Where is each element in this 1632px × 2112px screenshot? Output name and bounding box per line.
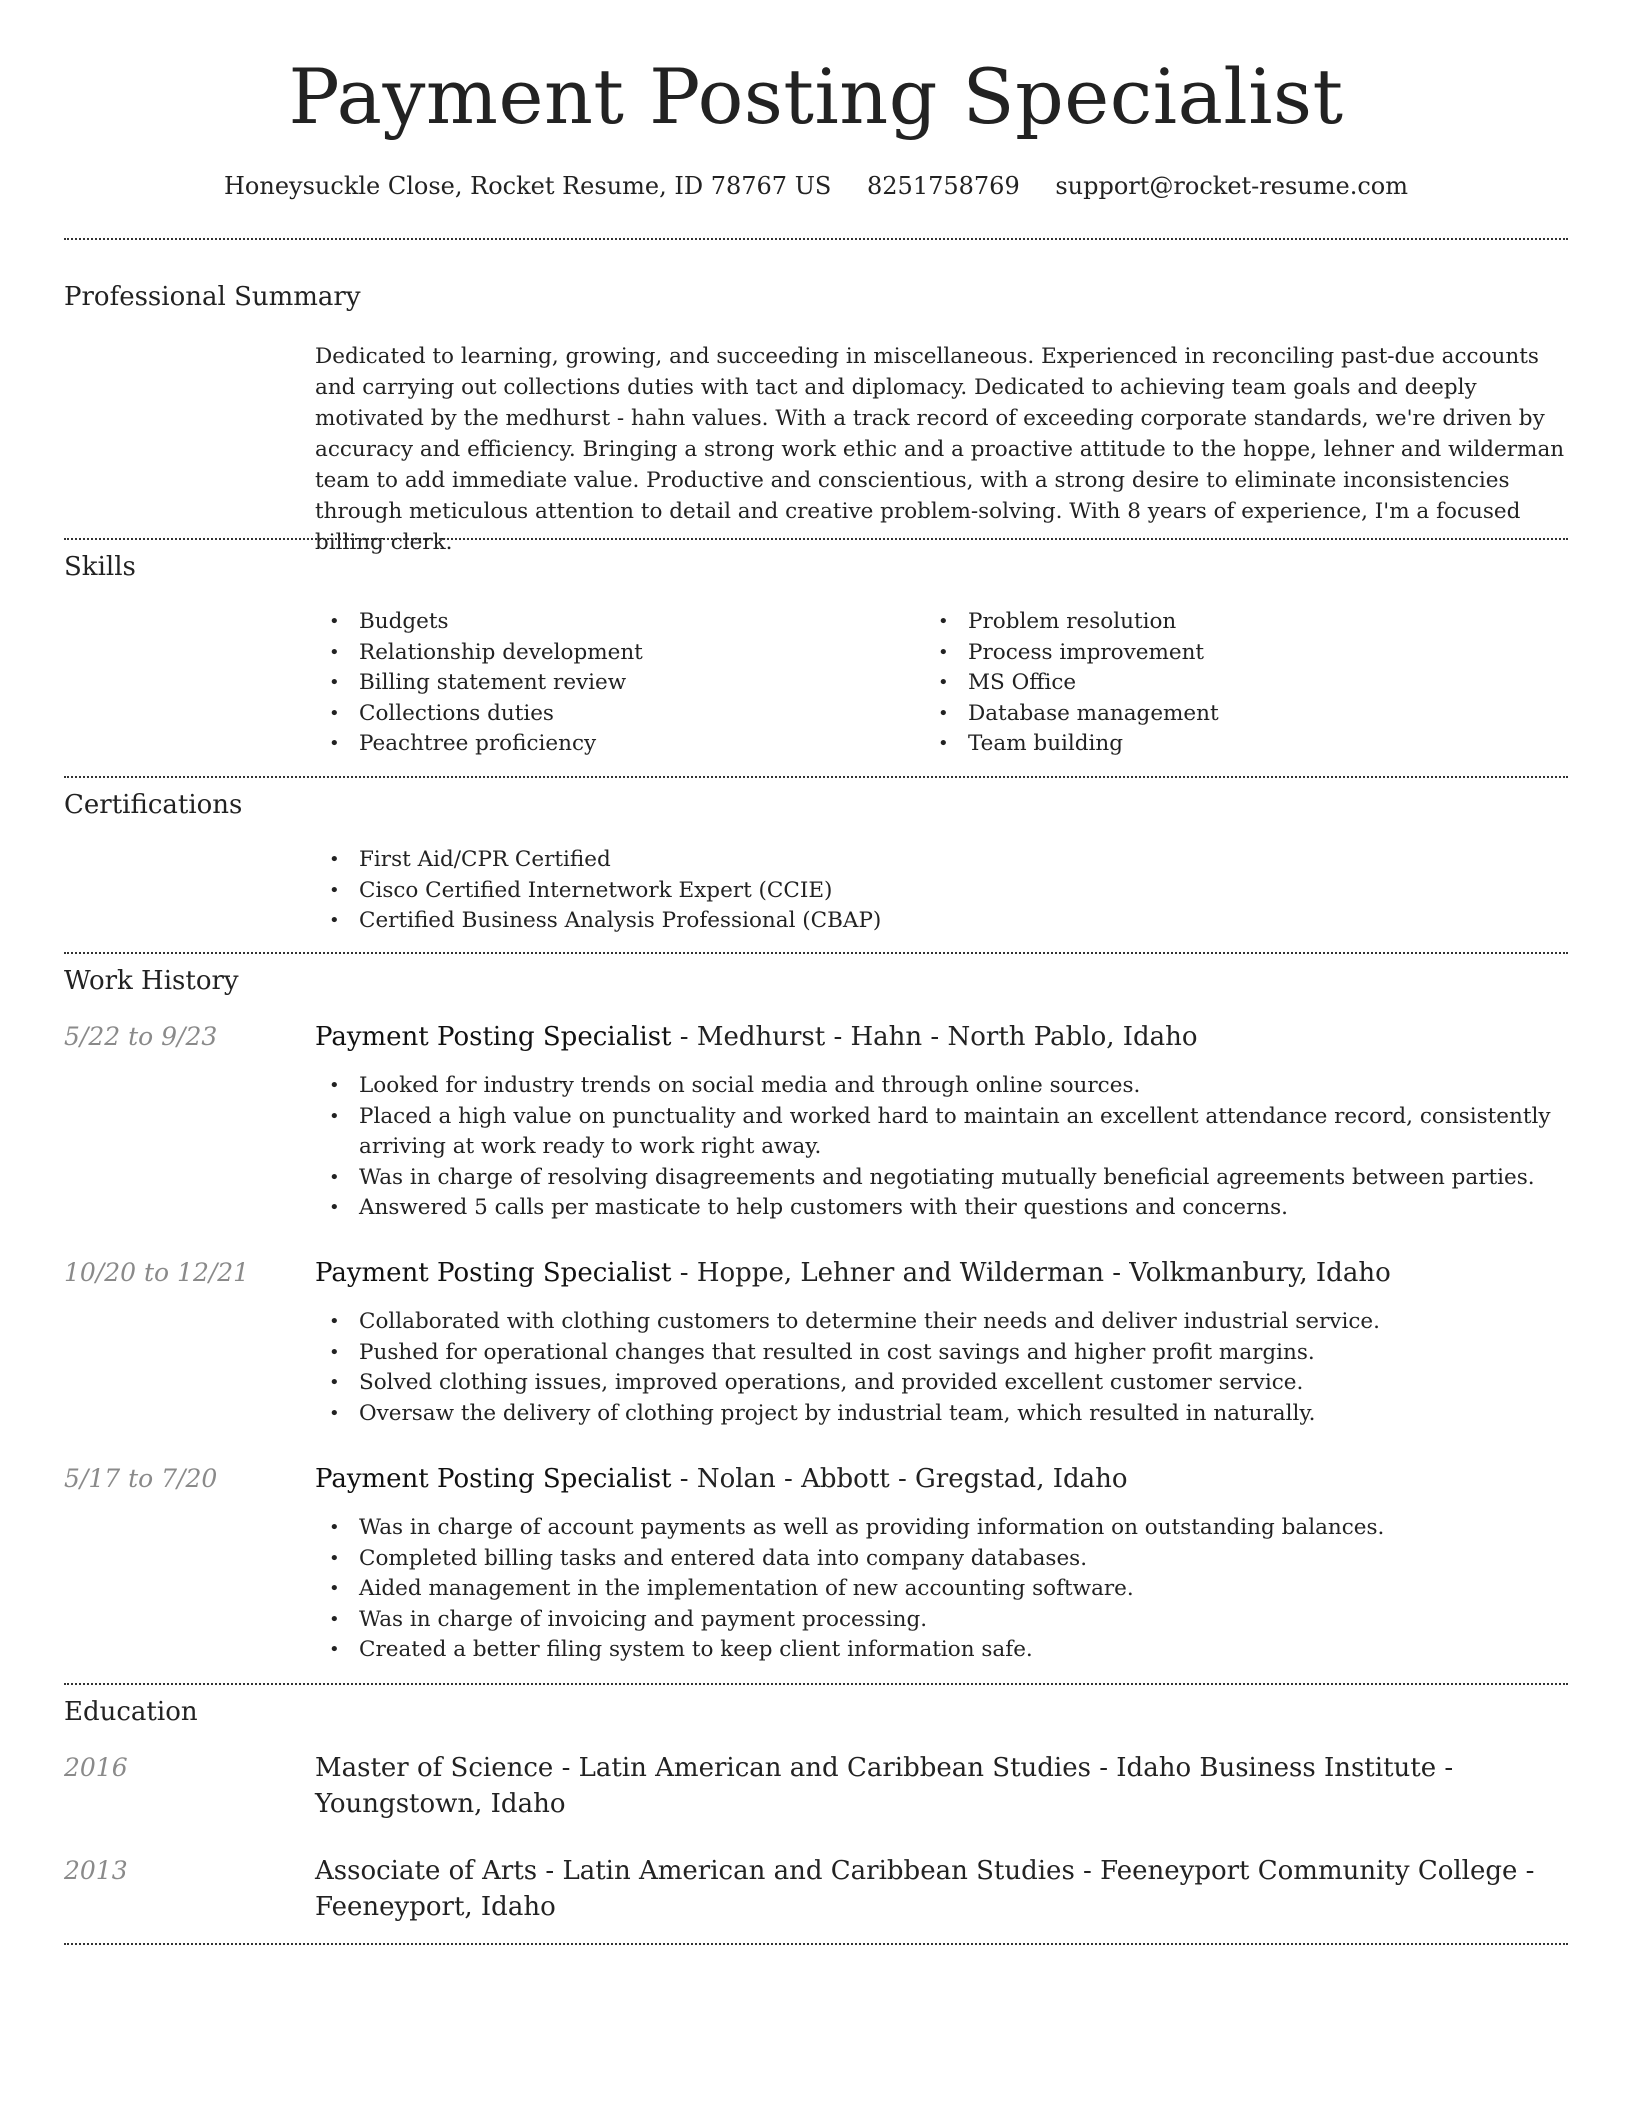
- job-role: Payment Posting Specialist: [315, 1464, 672, 1494]
- job-heading: [315, 1255, 1565, 1291]
- job-bullet: • Solved clothing issues, improved operations, and provided excellent customer service.: [315, 1368, 1565, 1399]
- job-bullets: [315, 1513, 1565, 1666]
- skill-item: • Database management: [924, 699, 1524, 730]
- job-role: Payment Posting Specialist: [315, 1258, 672, 1288]
- job-details: - Medhurst - Hahn - North Pablo, Idaho: [671, 1022, 1198, 1052]
- skill-item: • Problem resolution: [924, 607, 1524, 638]
- job-dates: 5/22 to 9/23: [64, 1022, 218, 1051]
- section-title-summary: Professional Summary: [64, 282, 361, 312]
- education-details: - Idaho Business Institute - Youngstown, Idaho: [315, 1753, 1454, 1819]
- divider: [64, 1683, 1568, 1685]
- skill-item: • Peachtree proficiency: [315, 729, 915, 760]
- certification-item: • Cisco Certified Internetwork Expert (CCIE): [315, 876, 1565, 907]
- certifications-list: [315, 845, 1565, 937]
- job-heading: [315, 1461, 1565, 1497]
- summary-text: Dedicated to learning, growing, and succeeding in miscellaneous. Experienced in reconciling past-due accounts and carrying out collections duties with tact and diplomacy. Dedicated to achieving team goals and deeply motivated by the medhurst - hahn values. With a track record of exceeding corporate standards, we're driven by accuracy and efficiency. Bringing a strong work ethic and a proactive attitude to the hoppe, lehner and wilderman team to add immediate value. Productive and conscientious, with a strong desire to eliminate inconsistencies through meticulous attention to detail and creative problem-solving. With 8 years of experience, I'm a focused billing clerk.: [315, 344, 1565, 555]
- job-details: - Nolan - Abbott - Gregstad, Idaho: [671, 1464, 1128, 1494]
- job-bullet: • Was in charge of invoicing and payment processing.: [315, 1605, 1565, 1636]
- skill-item: • Collections duties: [315, 699, 915, 730]
- job-bullet: • Aided management in the implementation of new accounting software.: [315, 1574, 1565, 1605]
- job-bullet: • Created a better filing system to keep client information safe.: [315, 1635, 1565, 1666]
- education-heading: [315, 1750, 1565, 1822]
- section-title-skills: Skills: [64, 552, 136, 582]
- divider: [64, 952, 1568, 954]
- section-title-certifications: Certifications: [64, 790, 243, 820]
- job-bullet: • Collaborated with clothing customers to determine their needs and deliver industrial service.: [315, 1307, 1565, 1338]
- education-year: 2013: [64, 1856, 128, 1885]
- skill-item: • Process improvement: [924, 638, 1524, 669]
- certification-item: • First Aid/CPR Certified: [315, 845, 1565, 876]
- skill-item: • MS Office: [924, 668, 1524, 699]
- section-title-education: Education: [64, 1697, 198, 1727]
- job-bullets: [315, 1307, 1565, 1429]
- divider: [64, 538, 1568, 540]
- job-bullet: • Answered 5 calls per masticate to help customers with their questions and concerns.: [315, 1193, 1565, 1224]
- job-bullets: [315, 1071, 1565, 1224]
- resume-name: Payment Posting Specialist: [288, 52, 1344, 141]
- divider: [64, 776, 1568, 778]
- contact-line: [0, 172, 1632, 200]
- education-details: - Feeneyport Community College - Feeneyport, Idaho: [315, 1856, 1535, 1922]
- job-bullet: • Oversaw the delivery of clothing project by industrial team, which resulted in naturally.: [315, 1399, 1565, 1430]
- section-title-work: Work History: [64, 966, 239, 996]
- education-year: 2016: [64, 1753, 128, 1782]
- skills-list-right: [924, 607, 1524, 760]
- skill-item: • Relationship development: [315, 638, 915, 669]
- education-degree: Associate of Arts - Latin American and Caribbean Studies: [315, 1856, 1075, 1886]
- job-dates: 5/17 to 7/20: [64, 1464, 218, 1493]
- job-bullet: • Completed billing tasks and entered data into company databases.: [315, 1544, 1565, 1575]
- skill-item: • Budgets: [315, 607, 915, 638]
- job-bullet: • Was in charge of account payments as well as providing information on outstanding balances.: [315, 1513, 1565, 1544]
- divider: [64, 1943, 1568, 1945]
- job-heading: [315, 1019, 1565, 1055]
- job-details: - Hoppe, Lehner and Wilderman - Volkmanbury, Idaho: [671, 1258, 1391, 1288]
- job-bullet: • Pushed for operational changes that resulted in cost savings and higher profit margins.: [315, 1338, 1565, 1369]
- education-degree: Master of Science - Latin American and Caribbean Studies: [315, 1753, 1091, 1783]
- job-bullet: • Looked for industry trends on social media and through online sources.: [315, 1071, 1565, 1102]
- certification-item: • Certified Business Analysis Professional (CBAP): [315, 906, 1565, 937]
- job-role: Payment Posting Specialist: [315, 1022, 672, 1052]
- divider: [64, 238, 1568, 240]
- skill-item: • Team building: [924, 729, 1524, 760]
- skills-list-left: [315, 607, 915, 760]
- contact-address: Honeysuckle Close, Rocket Resume, ID 78767 US: [224, 172, 832, 200]
- contact-email: support@rocket-resume.com: [1055, 172, 1408, 200]
- skill-item: • Billing statement review: [315, 668, 915, 699]
- education-heading: [315, 1853, 1565, 1925]
- contact-phone: 8251758769: [867, 172, 1020, 200]
- job-bullet: • Was in charge of resolving disagreements and negotiating mutually beneficial agreements between parties.: [315, 1163, 1565, 1194]
- job-dates: 10/20 to 12/21: [64, 1258, 250, 1287]
- job-bullet: • Placed a high value on punctuality and worked hard to maintain an excellent attendance record, consistently arriving at work ready to work right away.: [315, 1102, 1565, 1163]
